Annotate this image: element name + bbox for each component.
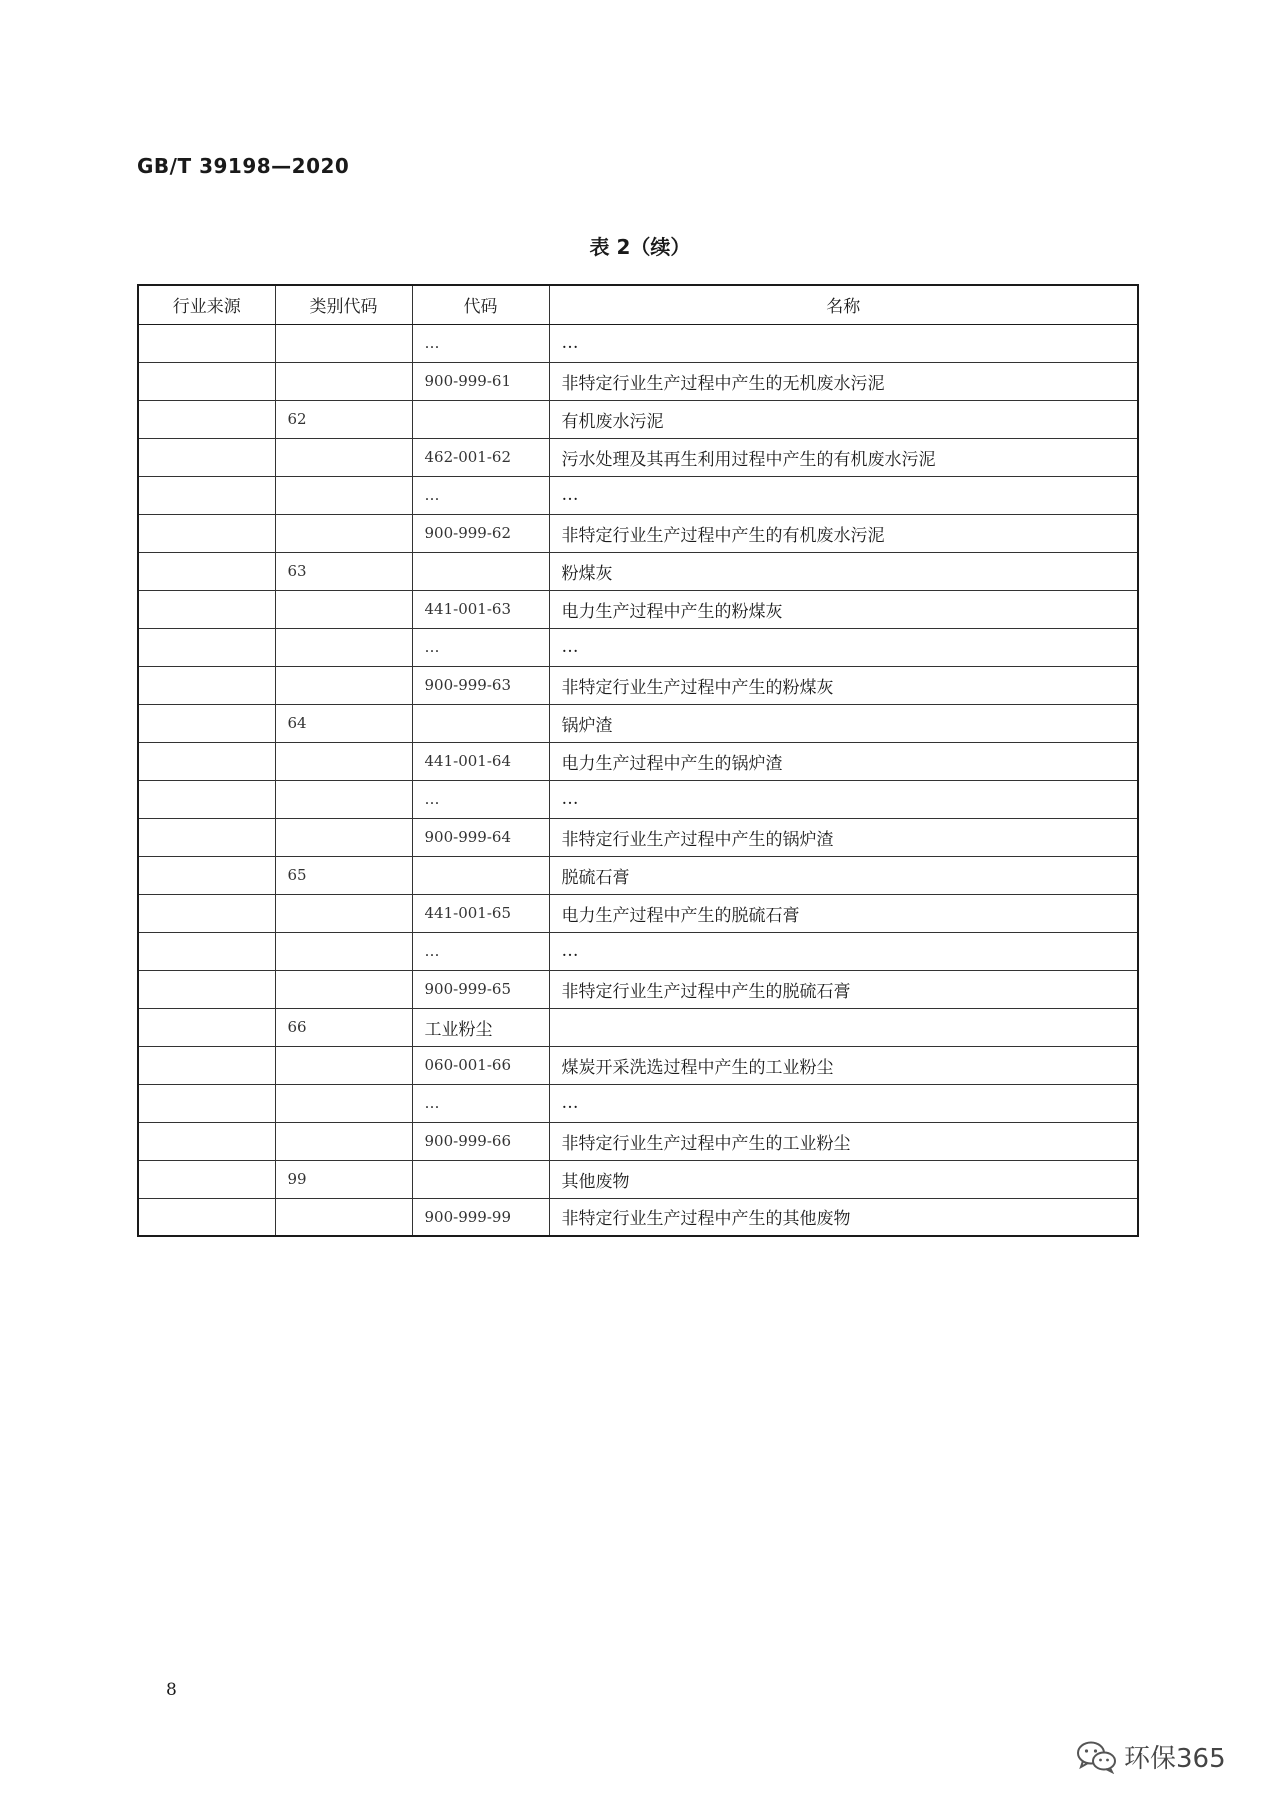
cell-category-code	[275, 590, 412, 628]
cell-code: …	[412, 628, 549, 666]
cell-name: 电力生产过程中产生的锅炉渣	[549, 742, 1138, 780]
table-row	[138, 742, 1138, 780]
cell-category-code	[275, 476, 412, 514]
cell-category-code	[275, 818, 412, 856]
cell-name: 非特定行业生产过程中产生的锅炉渣	[549, 818, 1138, 856]
table-row	[138, 628, 1138, 666]
cell-category-code	[275, 362, 412, 400]
cell-code: 441-001-65	[412, 894, 549, 932]
cell-industry-source	[138, 1122, 275, 1160]
cell-name: 有机废水污泥	[549, 400, 1138, 438]
table-row	[138, 590, 1138, 628]
cell-name: …	[549, 324, 1138, 362]
cell-name: …	[549, 932, 1138, 970]
table-row	[138, 362, 1138, 400]
cell-industry-source	[138, 856, 275, 894]
table-row	[138, 324, 1138, 362]
header-industry-source: 行业来源	[138, 285, 275, 324]
cell-industry-source	[138, 438, 275, 476]
table-row	[138, 780, 1138, 818]
cell-industry-source	[138, 1046, 275, 1084]
cell-name: …	[549, 476, 1138, 514]
cell-code: …	[412, 324, 549, 362]
cell-name: …	[549, 780, 1138, 818]
cell-industry-source	[138, 362, 275, 400]
table-caption: 表 2（续）	[589, 235, 691, 259]
table-row	[138, 400, 1138, 438]
cell-name: 非特定行业生产过程中产生的工业粉尘	[549, 1122, 1138, 1160]
cell-category-code	[275, 932, 412, 970]
cell-category-code: 62	[275, 400, 412, 438]
cell-name: 脱硫石膏	[549, 856, 1138, 894]
cell-category-code	[275, 1198, 412, 1236]
cell-code: …	[412, 1084, 549, 1122]
cell-industry-source	[138, 704, 275, 742]
cell-name: 非特定行业生产过程中产生的有机废水污泥	[549, 514, 1138, 552]
cell-name: 污水处理及其再生利用过程中产生的有机废水污泥	[549, 438, 1138, 476]
table-row	[138, 932, 1138, 970]
cell-category-code	[275, 1122, 412, 1160]
cell-code: 900-999-61	[412, 362, 549, 400]
table-row	[138, 1198, 1138, 1236]
cell-name: 锅炉渣	[549, 704, 1138, 742]
header-name: 名称	[549, 285, 1138, 324]
cell-industry-source	[138, 932, 275, 970]
table-header-row	[138, 285, 1138, 324]
cell-category-code	[275, 1046, 412, 1084]
cell-industry-source	[138, 590, 275, 628]
cell-code: 900-999-62	[412, 514, 549, 552]
table-row	[138, 856, 1138, 894]
cell-name	[549, 1008, 1138, 1046]
cell-code	[412, 1160, 549, 1198]
table-row	[138, 970, 1138, 1008]
cell-category-code: 66	[275, 1008, 412, 1046]
cell-code: 060-001-66	[412, 1046, 549, 1084]
cell-code: …	[412, 780, 549, 818]
cell-category-code	[275, 628, 412, 666]
wechat-icon	[1076, 1740, 1118, 1774]
cell-category-code: 99	[275, 1160, 412, 1198]
table-body	[138, 324, 1138, 1236]
watermark-text: 环保365	[1124, 1744, 1226, 1774]
cell-name: …	[549, 1084, 1138, 1122]
cell-name: 其他废物	[549, 1160, 1138, 1198]
cell-category-code: 65	[275, 856, 412, 894]
cell-category-code	[275, 324, 412, 362]
standard-code: GB/T 39198—2020	[137, 154, 350, 178]
cell-industry-source	[138, 628, 275, 666]
table-row	[138, 704, 1138, 742]
cell-code: …	[412, 476, 549, 514]
cell-name: 粉煤灰	[549, 552, 1138, 590]
cell-industry-source	[138, 818, 275, 856]
cell-name: 非特定行业生产过程中产生的粉煤灰	[549, 666, 1138, 704]
cell-code: 462-001-62	[412, 438, 549, 476]
cell-category-code: 63	[275, 552, 412, 590]
cell-code: 900-999-65	[412, 970, 549, 1008]
cell-name: …	[549, 628, 1138, 666]
header-code: 代码	[412, 285, 549, 324]
cell-code	[412, 856, 549, 894]
cell-category-code	[275, 514, 412, 552]
cell-industry-source	[138, 894, 275, 932]
cell-category-code	[275, 894, 412, 932]
page-number: 8	[166, 1680, 177, 1700]
waste-classification-table	[137, 284, 1139, 1237]
cell-category-code: 64	[275, 704, 412, 742]
cell-code	[412, 552, 549, 590]
table-row	[138, 1122, 1138, 1160]
cell-industry-source	[138, 514, 275, 552]
table-row	[138, 818, 1138, 856]
cell-category-code	[275, 1084, 412, 1122]
cell-category-code	[275, 666, 412, 704]
cell-code: 900-999-66	[412, 1122, 549, 1160]
table-row	[138, 438, 1138, 476]
table-row	[138, 1084, 1138, 1122]
cell-name: 非特定行业生产过程中产生的无机废水污泥	[549, 362, 1138, 400]
cell-industry-source	[138, 1008, 275, 1046]
cell-code	[412, 704, 549, 742]
cell-name: 电力生产过程中产生的脱硫石膏	[549, 894, 1138, 932]
cell-industry-source	[138, 1198, 275, 1236]
cell-category-code	[275, 970, 412, 1008]
cell-code: 900-999-63	[412, 666, 549, 704]
table-row	[138, 1046, 1138, 1084]
cell-category-code	[275, 438, 412, 476]
cell-industry-source	[138, 1160, 275, 1198]
cell-code: 441-001-64	[412, 742, 549, 780]
cell-code	[412, 400, 549, 438]
table-row	[138, 1160, 1138, 1198]
cell-industry-source	[138, 970, 275, 1008]
cell-industry-source	[138, 476, 275, 514]
cell-industry-source	[138, 742, 275, 780]
cell-category-code	[275, 780, 412, 818]
cell-industry-source	[138, 780, 275, 818]
cell-name: 非特定行业生产过程中产生的其他废物	[549, 1198, 1138, 1236]
cell-industry-source	[138, 400, 275, 438]
cell-name: 电力生产过程中产生的粉煤灰	[549, 590, 1138, 628]
cell-code: 900-999-64	[412, 818, 549, 856]
cell-industry-source	[138, 1084, 275, 1122]
cell-code: 441-001-63	[412, 590, 549, 628]
cell-category-code	[275, 742, 412, 780]
cell-industry-source	[138, 552, 275, 590]
cell-code: …	[412, 932, 549, 970]
table-row	[138, 666, 1138, 704]
cell-industry-source	[138, 324, 275, 362]
table-row	[138, 1008, 1138, 1046]
cell-industry-source	[138, 666, 275, 704]
cell-code: 工业粉尘	[412, 1008, 549, 1046]
cell-name: 煤炭开采洗选过程中产生的工业粉尘	[549, 1046, 1138, 1084]
cell-code: 900-999-99	[412, 1198, 549, 1236]
table-row	[138, 476, 1138, 514]
table-row	[138, 894, 1138, 932]
cell-name: 非特定行业生产过程中产生的脱硫石膏	[549, 970, 1138, 1008]
watermark	[1076, 1738, 1226, 1775]
table-row	[138, 552, 1138, 590]
header-category-code: 类别代码	[275, 285, 412, 324]
table-row	[138, 514, 1138, 552]
